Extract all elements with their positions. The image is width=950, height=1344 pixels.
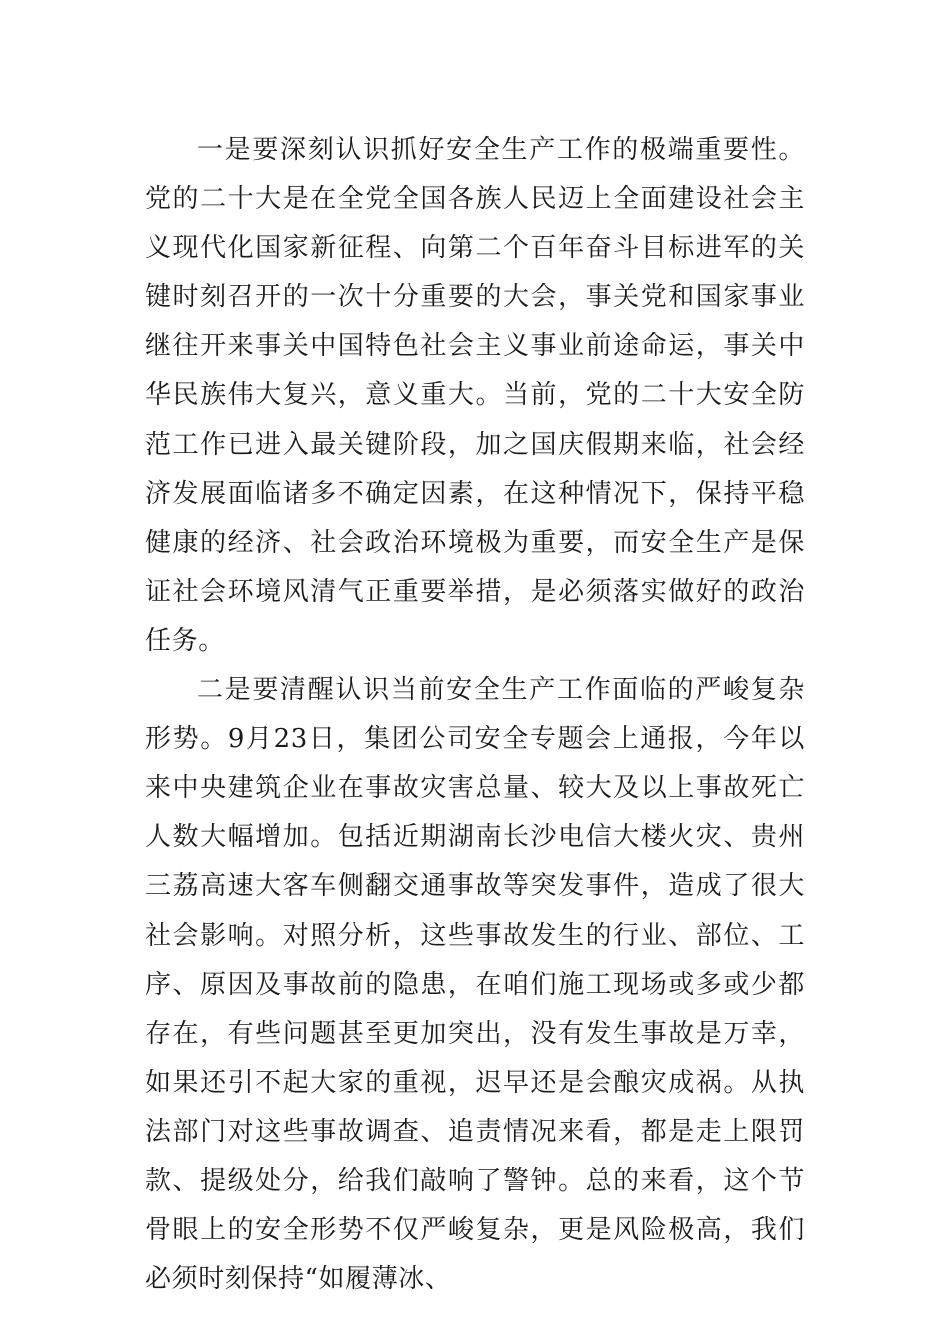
paragraph-1: 一是要深刻认识抓好安全生产工作的极端重要性。党的二十大是在全党全国各族人民迈上全面建设社会主义现代化国家新征程、向第二个百年奋斗目标进军的关键时刻召开的一次十分重要的大会，事关党和国家事业继往开来事关中国特色社会主义事业前途命运，事关中华民族伟大复兴，意义重大。当前，党的二十大安全防范工作已进入最关键阶段，加之国庆假期来临，社会经济发展面临诸多不确定因素，在这种情况下，保持平稳健康的经济、社会政治环境极为重要，而安全生产是保证社会环境风清气正重要举措，是必须落实做好的政治任务。 xyxy=(145,135,805,656)
paragraph-2: 二是要清醒认识当前安全生产工作面临的严峻复杂形势。9月23日，集团公司安全专题会上通报，今年以来中央建筑企业在事故灾害总量、较大及以上事故死亡人数大幅增加。包括近期湖南长沙电信大楼火灾、贵州三荔高速大客车侧翻交通事故等突发事件，造成了很大社会影响。对照分析，这些事故发生的行业、部位、工序、原因及事故前的隐患，在咱们施工现场或多或少都存在，有些问题甚至更加突出，没有发生事故是万幸，如果还引不起大家的重视，迟早还是会酿灾成祸。从执法部门对这些事故调查、追责情况来看，都是走上限罚款、提级处分，给我们敲响了警钟。总的来看，这个节骨眼上的安全形势不仅严峻复杂，更是风险极高，我们必须时刻保持“如履薄冰、 xyxy=(145,675,805,1295)
document-body xyxy=(145,126,805,1304)
